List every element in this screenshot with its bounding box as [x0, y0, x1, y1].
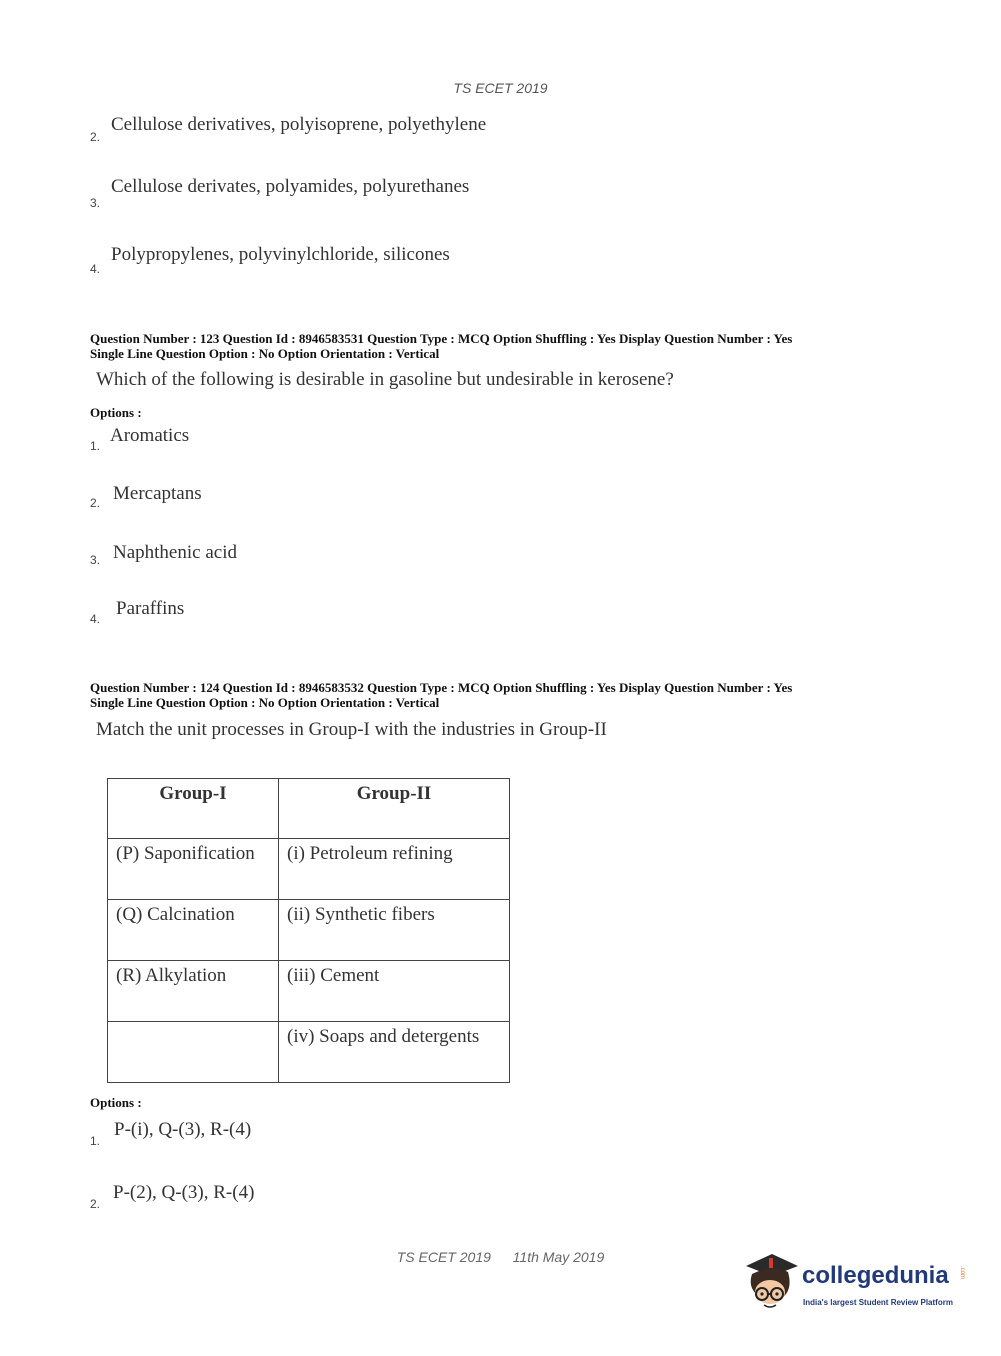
question-meta: Single Line Question Option : No Option Orientation : Vertical	[90, 346, 440, 361]
footer-date: 11th May 2019	[512, 1249, 605, 1265]
option-text: Naphthenic acid	[113, 542, 237, 563]
table-cell: (P) Saponification	[108, 839, 279, 900]
question-text: Match the unit processes in Group-I with the industries in Group-II	[96, 719, 607, 740]
option-text: Polypropylenes, polyvinylchloride, silicones	[111, 244, 450, 265]
table-row	[108, 900, 510, 961]
option-text: Cellulose derivatives, polyisoprene, polyethylene	[111, 114, 487, 135]
option-number: 3.	[90, 553, 101, 567]
option-number: 1.	[90, 1134, 101, 1148]
table-header: Group-II	[279, 779, 510, 839]
option-number: 2.	[90, 130, 101, 144]
question-meta: Question Number : 123 Question Id : 8946583531 Question Type : MCQ Option Shuffling : Yes Display Question Number : Yes	[90, 331, 793, 346]
table-row	[108, 839, 510, 900]
logo-tagline: India's largest Student Review Platform	[803, 1298, 953, 1307]
mascot-icon	[742, 1250, 802, 1314]
table-cell: (ii) Synthetic fibers	[279, 900, 510, 961]
collegedunia-logo	[742, 1250, 972, 1316]
option-text: Paraffins	[116, 598, 185, 619]
options-label: Options :	[90, 1095, 142, 1110]
option-text: P-(2), Q-(3), R-(4)	[113, 1182, 255, 1203]
table-cell: (R) Alkylation	[108, 961, 279, 1022]
option-number: 2.	[90, 496, 101, 510]
option-number: 4.	[90, 612, 101, 626]
option-text: Cellulose derivates, polyamides, polyurethanes	[111, 176, 470, 197]
logo-suffix: .com	[959, 1266, 965, 1280]
question-meta: Single Line Question Option : No Option Orientation : Vertical	[90, 695, 440, 710]
table-cell: (iv) Soaps and detergents	[279, 1022, 510, 1083]
table-cell: (i) Petroleum refining	[279, 839, 510, 900]
option-text: Aromatics	[110, 425, 190, 446]
option-number: 4.	[90, 262, 101, 276]
option-number: 3.	[90, 196, 101, 210]
match-table	[107, 778, 510, 1083]
table-cell	[108, 1022, 279, 1083]
option-number: 2.	[90, 1197, 101, 1211]
question-text: Which of the following is desirable in gasoline but undesirable in kerosene?	[96, 369, 674, 390]
options-label: Options :	[90, 405, 142, 420]
table-cell: (iii) Cement	[279, 961, 510, 1022]
option-text: P-(i), Q-(3), R-(4)	[114, 1119, 252, 1140]
option-text: Mercaptans	[113, 483, 202, 504]
page-header: TS ECET 2019	[453, 80, 548, 96]
logo-name: collegedunia	[802, 1262, 949, 1289]
table-header: Group-I	[108, 779, 279, 839]
option-number: 1.	[90, 439, 101, 453]
question-meta: Question Number : 124 Question Id : 8946583532 Question Type : MCQ Option Shuffling : Yes Display Question Number : Yes	[90, 680, 793, 695]
table-cell: (Q) Calcination	[108, 900, 279, 961]
footer-exam: TS ECET 2019	[396, 1249, 491, 1265]
table-row	[108, 1022, 510, 1083]
table-row	[108, 961, 510, 1022]
table-header-row	[108, 779, 510, 839]
